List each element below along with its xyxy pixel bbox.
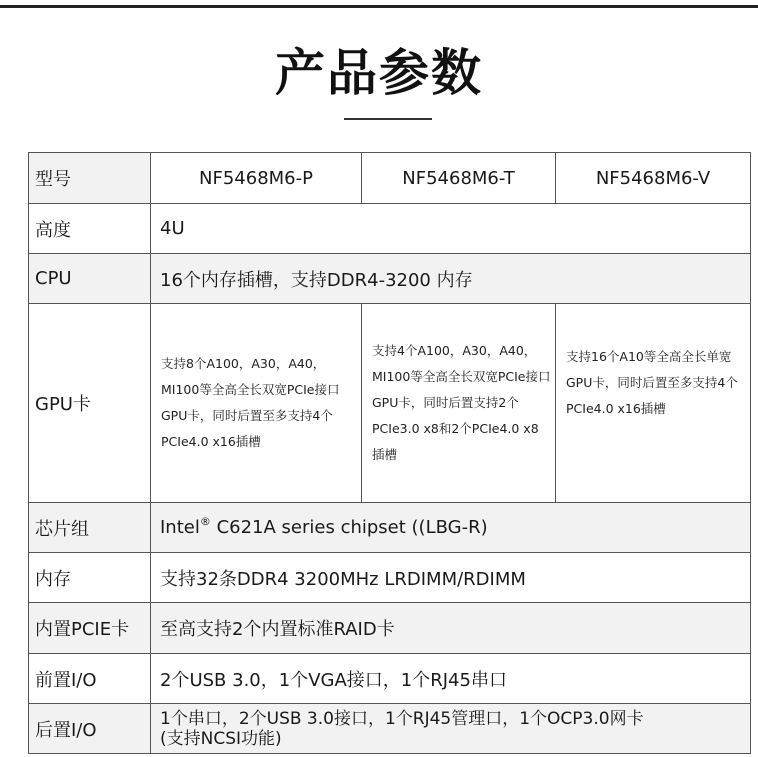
label-pcie: 内置PCIE卡 (29, 603, 151, 654)
value-gpu-v: 支持16个A10等全高全长单宽GPU卡，同时后置至多支持4个PCIe4.0 x16插槽 (556, 304, 751, 503)
label-front-io: 前置I/O (29, 654, 151, 704)
row-pcie (29, 603, 751, 654)
value-pcie: 至高支持2个内置标准RAID卡 (151, 603, 751, 654)
value-rear-io (151, 704, 751, 754)
value-memory: 支持32条DDR4 3200MHz LRDIMM/RDIMM (151, 553, 751, 603)
spec-table (28, 152, 751, 754)
label-model: 型号 (29, 153, 151, 204)
row-memory (29, 553, 751, 603)
value-cpu: 16个内存插槽，支持DDR4-3200 内存 (151, 254, 751, 304)
row-gpu (29, 304, 751, 503)
label-chipset: 芯片组 (29, 503, 151, 553)
value-height: 4U (151, 204, 751, 254)
value-gpu-p: 支持8个A100，A30，A40，MI100等全高全长双宽PCIe接口GPU卡，同时后置至多支持4个PCIe4.0 x16插槽 (151, 304, 362, 503)
value-chipset (151, 503, 751, 553)
row-chipset (29, 503, 751, 553)
chipset-model: C621A series chipset ((LBG-R) (210, 517, 488, 538)
label-height: 高度 (29, 204, 151, 254)
rear-io-line1: 1个串口，2个USB 3.0接口，1个RJ45管理口，1个OCP3.0网卡 (160, 708, 644, 729)
model-p: NF5468M6-P (151, 153, 362, 204)
chipset-brand: Intel (160, 517, 200, 538)
label-rear-io: 后置I/O (29, 704, 151, 754)
label-gpu: GPU卡 (29, 304, 151, 503)
rear-io-line2: (支持NCSI功能) (160, 728, 282, 749)
row-rear-io (29, 704, 751, 754)
top-border-line (0, 5, 758, 8)
row-height (29, 204, 751, 254)
row-model (29, 153, 751, 204)
page-title: 产品参数 (275, 44, 483, 102)
row-front-io (29, 654, 751, 704)
title-underline (344, 118, 432, 120)
model-t: NF5468M6-T (362, 153, 556, 204)
label-cpu: CPU (29, 254, 151, 304)
model-v: NF5468M6-V (556, 153, 751, 204)
value-front-io: 2个USB 3.0，1个VGA接口，1个RJ45串口 (151, 654, 751, 704)
row-cpu (29, 254, 751, 304)
label-memory: 内存 (29, 553, 151, 603)
value-gpu-t: 支持4个A100，A30，A40，MI100等全高全长双宽PCIe接口GPU卡，同时后置支持2个PCIe3.0 x8和2个PCIe4.0 x8插槽 (362, 304, 556, 503)
registered-mark: ® (199, 515, 211, 528)
